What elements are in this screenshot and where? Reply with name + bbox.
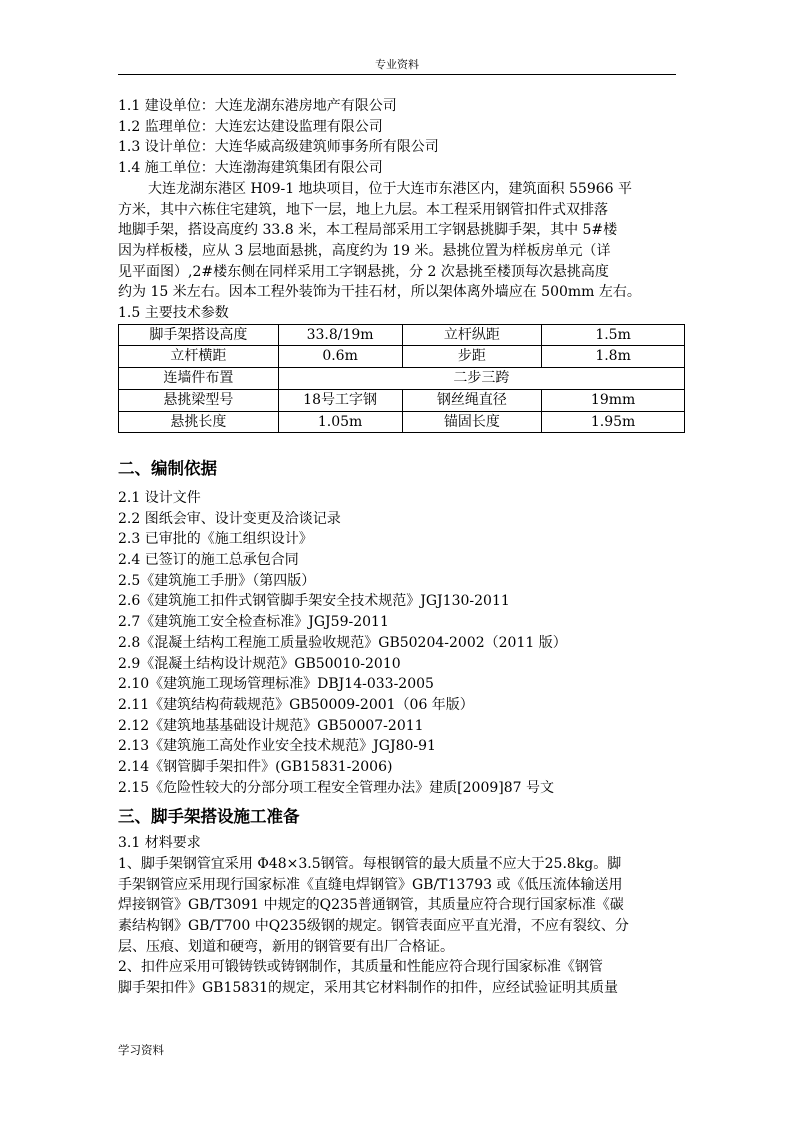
list-item: 2.11《建筑结构荷载规范》GB50009-2001（06 年版） — [118, 696, 474, 713]
paragraph-line: 素结构钢》GB/T700 中Q235级钢的规定。钢管表面应平直光滑，不应有裂纹、分 — [118, 918, 629, 935]
table-cell: 步距 — [402, 346, 542, 368]
table-row — [119, 324, 685, 346]
list-item: 2.9《混凝土结构设计规范》GB50010-2010 — [118, 655, 401, 672]
table-cell: 18号工字钢 — [278, 389, 402, 411]
list-item: 2.7《建筑施工安全检查标准》JGJ59-2011 — [118, 614, 389, 631]
list-item: 2.10《建筑施工现场管理标准》DBJ14-033-2005 — [118, 676, 434, 693]
unit-line: 1.1 建设单位：大连龙湖东港房地产有限公司 — [118, 98, 397, 114]
table-cell: 钢丝绳直径 — [402, 389, 542, 411]
unit-line: 1.2 监理单位：大连宏达建设监理有限公司 — [118, 118, 383, 135]
section-heading: 三、脚手架搭设施工准备 — [118, 806, 300, 826]
list-item: 2.6《建筑施工扣件式钢管脚手架安全技术规范》JGJ130-2011 — [118, 593, 510, 610]
overview-line: 方米，其中六栋住宅建筑，地下一层，地上九层。本工程采用钢管扣件式双排落 — [118, 201, 608, 218]
paragraph-line: 焊接钢管》GB/T3091 中规定的Q235普通钢管，其质量应符合现行国家标准《碳 — [118, 897, 624, 914]
list-item: 2.15《危险性较大的分部分项工程安全管理办法》建质[2009]87 号文 — [118, 779, 554, 796]
table-cell: 锚固长度 — [402, 411, 542, 433]
paragraph-line: 手架钢管应采用现行国家标准《直缝电焊钢管》GB/T13793 或《低压流体输送用 — [118, 876, 623, 893]
list-item: 2.14《钢管脚手架扣件》(GB15831-2006) — [118, 759, 393, 776]
paragraph-line: 2、扣件应采用可锻铸铁或铸钢制作，其质量和性能应符合现行国家标准《钢管 — [118, 959, 603, 976]
table-row — [119, 389, 685, 411]
overview-line: 大连龙湖东港区 H09-1 地块项目，位于大连市东港区内，建筑面积 55966 平 — [148, 180, 632, 197]
table-cell: 连墙件布置 — [119, 368, 279, 390]
unit-line: 1.3 设计单位：大连华威高级建筑师事务所有限公司 — [118, 139, 439, 156]
table-cell: 脚手架搭设高度 — [119, 324, 279, 346]
table-cell: 33.8/19m — [278, 324, 402, 346]
list-item: 2.4 已签订的施工总承包合同 — [118, 552, 299, 569]
list-item: 2.5《建筑施工手册》（第四版） — [118, 572, 316, 589]
overview-line: 地脚手架，搭设高度约 33.8 米，本工程局部采用工字钢悬挑脚手架，其中 5#楼 — [118, 222, 618, 239]
header-rule — [118, 74, 676, 75]
overview-line: 约为 15 米左右。因本工程外装饰为干挂石材，所以架体离外墙应在 500mm 左右。 — [118, 284, 641, 301]
table-row — [119, 411, 685, 433]
table-row — [119, 346, 685, 368]
table-cell: 二步三跨 — [278, 368, 684, 390]
document-body — [118, 96, 681, 999]
unit-line: 1.4 施工单位：大连渤海建筑集团有限公司 — [118, 160, 383, 177]
table-cell: 19mm — [542, 389, 685, 411]
table-cell: 悬挑长度 — [119, 411, 279, 433]
overview-line: 因为样板楼，应从 3 层地面悬挑，高度约为 19 米。悬挑位置为样板房单元（详 — [118, 242, 611, 259]
list-item: 2.1 设计文件 — [118, 489, 201, 506]
paragraph-line: 层、压痕、划道和硬弯，新用的钢管要有出厂合格证。 — [118, 938, 454, 955]
table-cell: 1.5m — [542, 324, 685, 346]
page-footer: 学习资料 — [118, 1043, 164, 1057]
table-cell: 1.95m — [542, 411, 685, 433]
paragraph-line: 1、脚手架钢管宜采用 Φ48×3.5钢管。每根钢管的最大质量不应大于25.8kg。脚 — [118, 855, 622, 872]
overview-line: 见平面图）,2#楼东侧在同样采用工字钢悬挑，分 2 次悬挑至楼顶每次悬挑高度 — [118, 263, 609, 280]
list-item: 2.13《建筑施工高处作业安全技术规范》JGJ80-91 — [118, 738, 436, 755]
list-item: 2.8《混凝土结构工程施工质量验收规范》GB50204-2002（2011 版） — [118, 634, 567, 651]
list-item: 2.3 已审批的《施工组织设计》 — [118, 531, 313, 548]
params-title: 1.5 主要技术参数 — [118, 305, 229, 322]
list-item: 2.2 图纸会审、设计变更及洽谈记录 — [118, 510, 341, 527]
table-cell: 立杆横距 — [119, 346, 279, 368]
params-table — [118, 324, 685, 434]
table-cell: 0.6m — [278, 346, 402, 368]
table-cell: 1.8m — [542, 346, 685, 368]
table-cell: 1.05m — [278, 411, 402, 433]
table-cell: 悬挑梁型号 — [119, 389, 279, 411]
table-row — [119, 368, 685, 390]
page-header: 专业资料 — [375, 58, 419, 71]
paragraph-line: 脚手架扣件》GB15831的规定，采用其它材料制作的扣件，应经试验证明其质量 — [118, 980, 619, 997]
table-cell: 立杆纵距 — [402, 324, 542, 346]
section-heading: 二、编制依据 — [118, 459, 217, 479]
list-item: 2.12《建筑地基基础设计规范》GB50007-2011 — [118, 717, 424, 734]
subsection-title: 3.1 材料要求 — [118, 835, 201, 852]
